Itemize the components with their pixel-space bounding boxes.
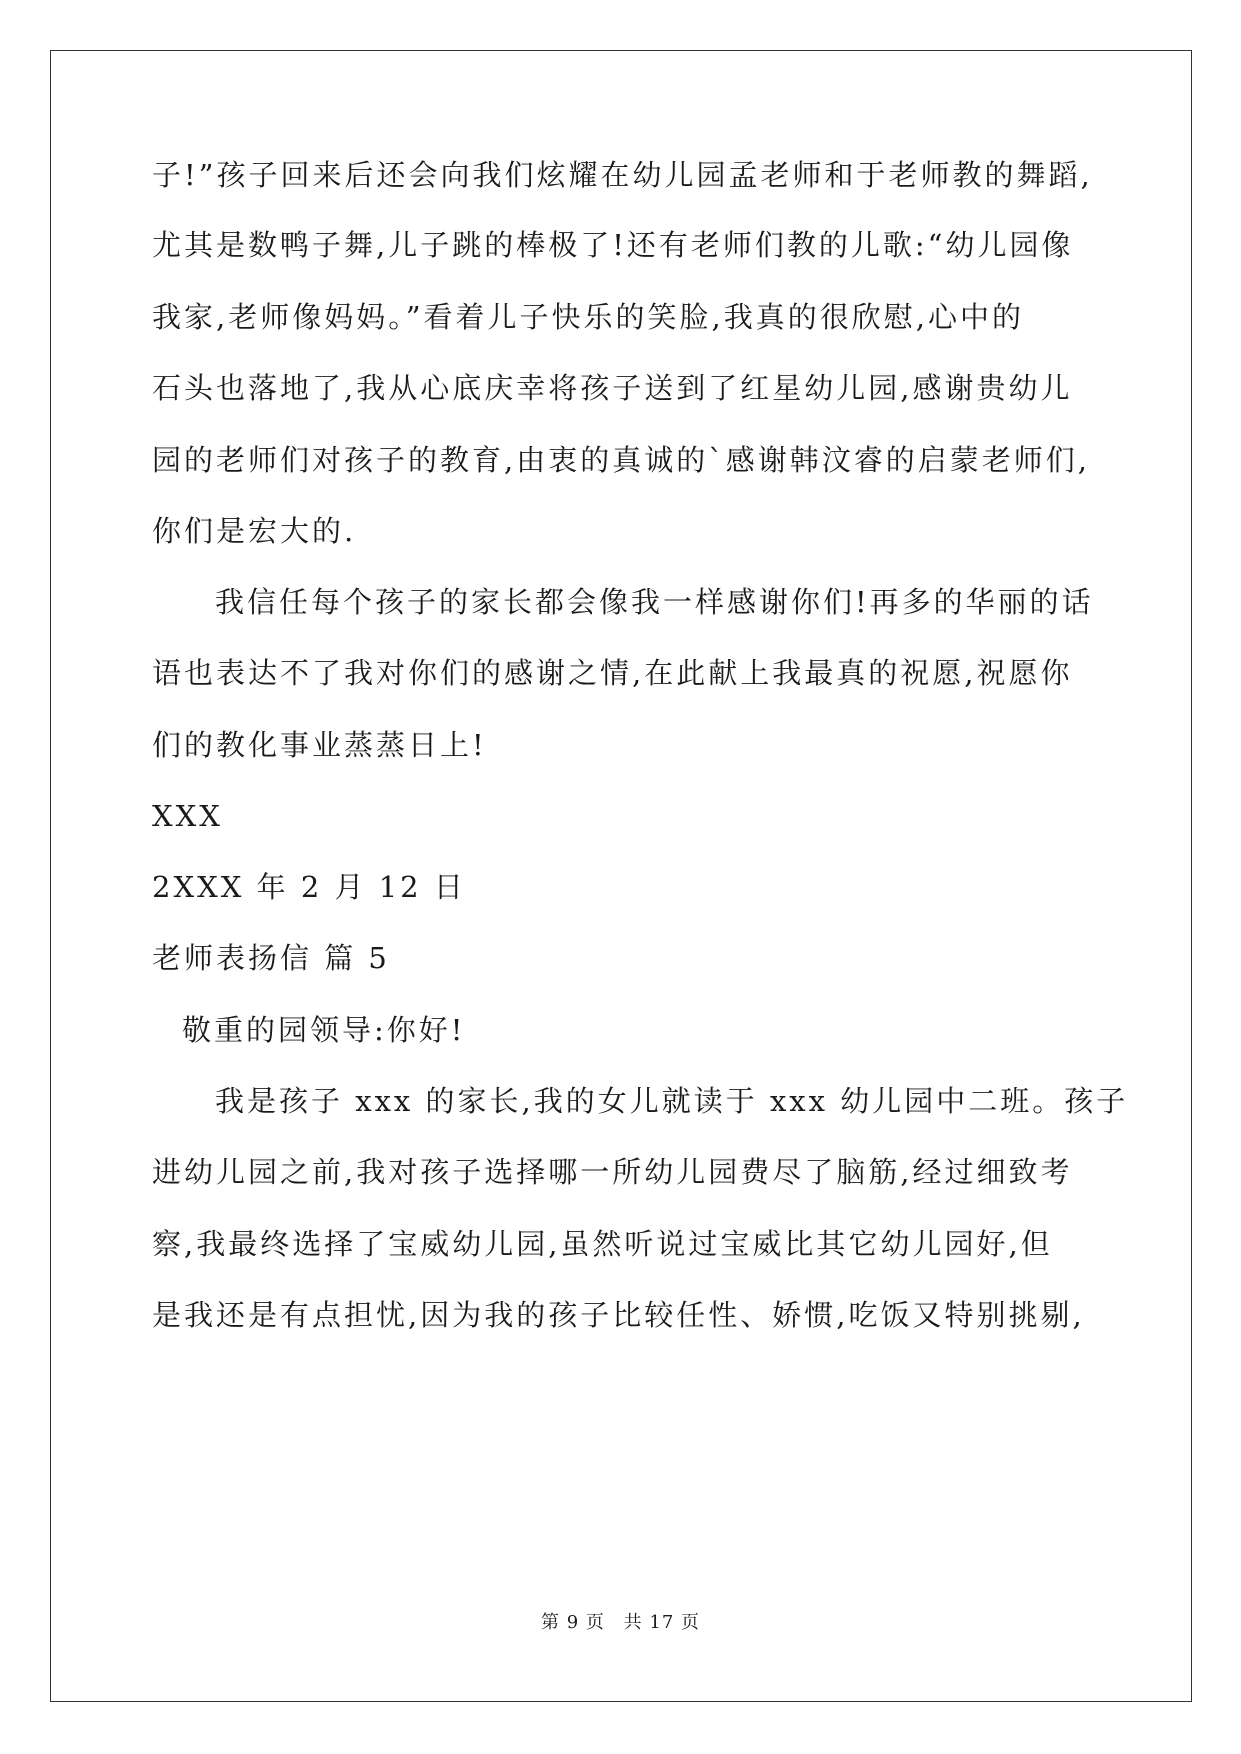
text-line: 尤其是数鸭子舞,儿子跳的棒极了!还有老师们教的儿歌:“幼儿园像 bbox=[152, 228, 1074, 262]
text-line: 们的教化事业蒸蒸日上! bbox=[152, 728, 487, 762]
text-line: 你们是宏大的. bbox=[152, 514, 357, 548]
signature-date: 2XXX 年 2 月 12 日 bbox=[152, 870, 466, 904]
signature-name: XXX bbox=[152, 799, 223, 833]
salutation: 敬重的园领导:你好! bbox=[182, 1013, 466, 1047]
text-line: 察,我最终选择了宝威幼儿园,虽然听说过宝威比其它幼儿园好,但 bbox=[152, 1227, 1053, 1261]
text-line: 语也表达不了我对你们的感谢之情,在此献上我最真的祝愿,祝愿你 bbox=[152, 656, 1073, 690]
paragraph-start-line: 我是孩子 xxx 的家长,我的女儿就读于 xxx 幼儿园中二班。孩子 bbox=[215, 1084, 1129, 1118]
text-line: 石头也落地了,我从心底庆幸将孩子送到了红星幼儿园,感谢贵幼儿 bbox=[152, 371, 1073, 405]
page-footer bbox=[0, 1611, 1241, 1635]
text-line: 进幼儿园之前,我对孩子选择哪一所幼儿园费尽了脑筋,经过细致考 bbox=[152, 1155, 1073, 1189]
paragraph-start-line: 我信任每个孩子的家长都会像我一样感谢你们!再多的华丽的话 bbox=[215, 585, 1094, 619]
text-line: 园的老师们对孩子的教育,由衷的真诚的`感谢韩汶睿的启蒙老师们, bbox=[152, 443, 1090, 477]
page-number-current: 第 9 页 bbox=[541, 1612, 605, 1633]
section-heading: 老师表扬信 篇 5 bbox=[152, 941, 390, 975]
text-line: 子!”孩子回来后还会向我们炫耀在幼儿园孟老师和于老师教的舞蹈, bbox=[152, 158, 1093, 192]
text-line: 我家,老师像妈妈。”看着儿子快乐的笑脸,我真的很欣慰,心中的 bbox=[152, 300, 1024, 334]
page-number-total: 共 17 页 bbox=[623, 1612, 700, 1633]
text-line: 是我还是有点担忧,因为我的孩子比较任性、娇惯,吃饭又特别挑剔, bbox=[152, 1298, 1085, 1332]
